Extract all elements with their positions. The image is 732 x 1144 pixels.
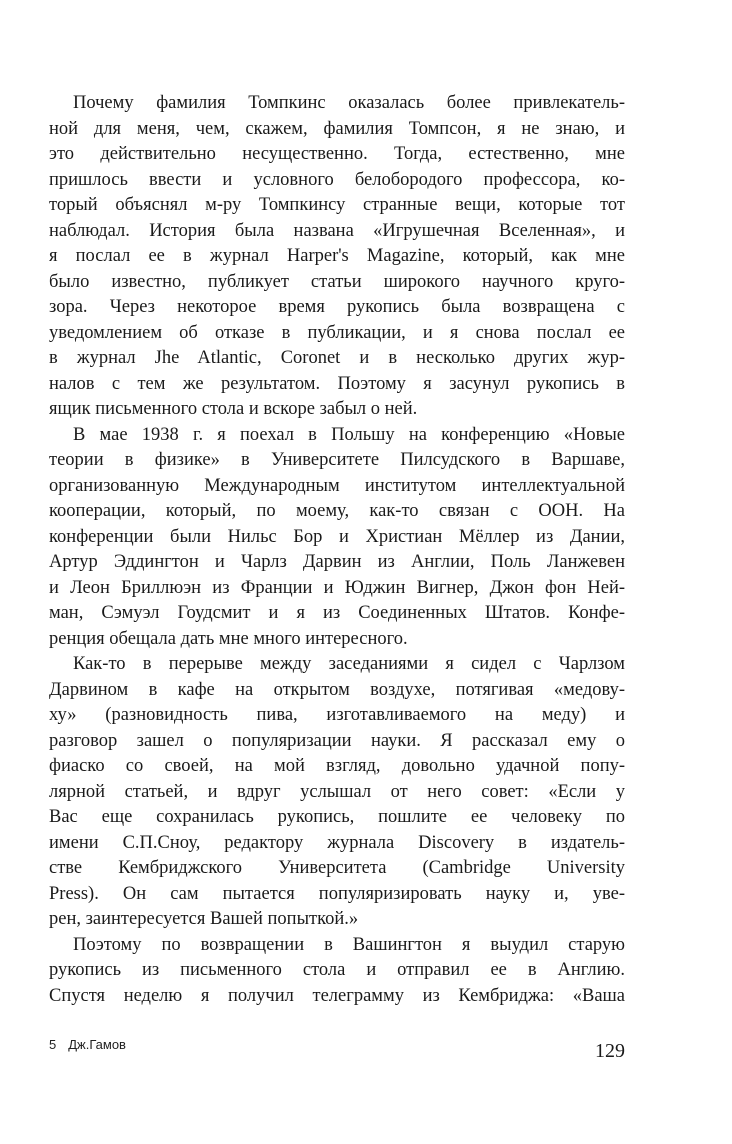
text-line: Артур Эддингтон и Чарлз Дарвин из Англии, Поль Ланжевен bbox=[49, 552, 625, 572]
printer-signature-mark bbox=[49, 1036, 126, 1054]
text-line: В мае 1938 г. я поехал в Польшу на конференцию «Новые bbox=[73, 424, 625, 445]
text-line: теории в физике» в Университете Пилсудского в Варшаве, bbox=[49, 450, 625, 470]
text-line: уведомлением об отказе в публикации, и я снова послал ее bbox=[49, 322, 625, 343]
text-line: в журнал Jhe Atlantic, Coronet и в несколько других жур- bbox=[49, 348, 625, 368]
text-line: кооперации, который, по моему, как-то связан с ООН. На bbox=[49, 501, 625, 521]
text-line: Поэтому по возвращении в Вашингтон я выудил старую bbox=[73, 934, 625, 955]
text-line: налов с тем же результатом. Поэтому я засунул рукопись в bbox=[49, 373, 625, 394]
text-line: Почему фамилия Томпкинс оказалась более привлекатель- bbox=[73, 93, 625, 113]
text-line: рукопись из письменного стола и отправил ее в Англию. bbox=[49, 960, 625, 980]
paragraph bbox=[49, 91, 625, 423]
text-line: ху» (разновидность пива, изготавливаемого на меду) и bbox=[49, 705, 625, 725]
text-line: ящик письменного стола и вскоре забыл о ней. bbox=[49, 399, 418, 419]
text-line: пришлось ввести и условного белобородого профессора, ко- bbox=[49, 169, 625, 190]
text-line: разговор зашел о популяризации науки. Я рассказал ему о bbox=[49, 730, 625, 751]
text-line: ной для меня, чем, скажем, фамилия Томпсон, я не знаю, и bbox=[49, 118, 625, 139]
paragraph bbox=[49, 933, 625, 1010]
text-line: было известно, публикует статьи широкого научного круго- bbox=[49, 271, 625, 292]
text-line: Дарвином в кафе на открытом воздухе, потягивая «медову- bbox=[49, 679, 625, 700]
paragraph bbox=[49, 652, 625, 933]
signature-author: Дж.Гамов bbox=[68, 1037, 126, 1052]
page-footer bbox=[49, 1036, 625, 1060]
body-text bbox=[49, 91, 625, 1009]
text-line: ренция обещала дать мне много интересного. bbox=[49, 628, 408, 649]
text-line: торый объяснял м-ру Томпкинсу странные вещи, которые тот bbox=[49, 195, 625, 215]
signature-number: 5 bbox=[49, 1037, 57, 1052]
text-line: ман, Сэмуэл Гоудсмит и я из Соединенных Штатов. Конфе- bbox=[49, 603, 625, 623]
text-line: Press). Он сам пытается популяризировать науку и, уве- bbox=[49, 883, 625, 904]
text-line: стве Кембриджского Университета (Cambridge University bbox=[49, 858, 625, 878]
text-line: Вас еще сохранилась рукопись, пошлите ее человеку по bbox=[49, 807, 625, 827]
text-line: конференции были Нильс Бор и Христиан Мёллер из Дании, bbox=[49, 526, 625, 547]
text-line: я послал ее в журнал Harper's Magazine, который, как мне bbox=[49, 246, 625, 266]
text-line: имени С.П.Сноу, редактору журнала Discovery в издатель- bbox=[49, 832, 625, 853]
text-line: это действительно несущественно. Тогда, естественно, мне bbox=[49, 144, 625, 164]
text-line: Спустя неделю я получил телеграмму из Кембриджа: «Ваша bbox=[49, 985, 625, 1006]
text-line: зора. Через некоторое время рукопись была возвращена с bbox=[49, 297, 625, 317]
page-number: 129 bbox=[595, 1040, 625, 1062]
text-line: наблюдал. История была названа «Игрушечная Вселенная», и bbox=[49, 220, 625, 241]
text-line: рен, заинтересуется Вашей попыткой.» bbox=[49, 909, 359, 929]
text-line: организованную Международным институтом интеллектуальной bbox=[49, 475, 625, 496]
text-line: и Леон Бриллюэн из Франции и Юджин Вигнер, Джон фон Ней- bbox=[49, 577, 625, 598]
text-line: фиаско со своей, на мой взгляд, довольно удачной попу- bbox=[49, 756, 625, 776]
text-line: лярной статьей, и вдруг услышал от него совет: «Если у bbox=[49, 781, 625, 802]
paragraph bbox=[49, 423, 625, 653]
text-line: Как-то в перерыве между заседаниями я сидел с Чарлзом bbox=[73, 654, 625, 674]
